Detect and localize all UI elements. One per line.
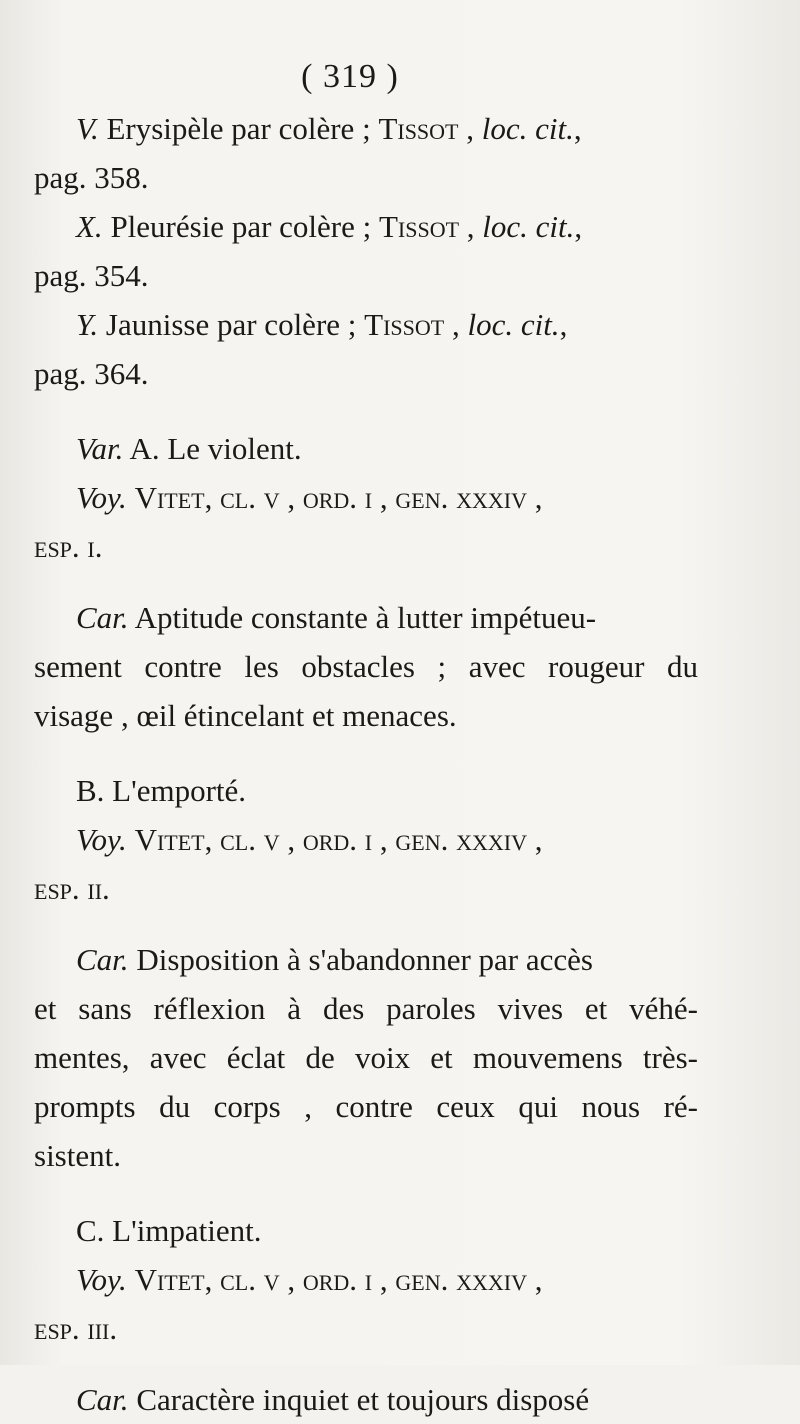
car-line: mentes, avec éclat de voix et mouvemens très- xyxy=(34,1040,698,1075)
voy-espece: esp. iii. xyxy=(34,1311,118,1346)
entry-page: pag. 358. xyxy=(34,160,149,195)
voy-reference: , cl. v , ord. i , gen. xxxiv , xyxy=(204,480,543,515)
variety-a-car-cont xyxy=(34,642,698,740)
variety-a-voy xyxy=(34,473,698,571)
car-line: Disposition à s'abandonner par accès xyxy=(136,942,593,977)
entry-author: Tissot xyxy=(378,209,460,244)
entry-letter: V. xyxy=(76,111,99,146)
voy-espece: esp. ii. xyxy=(34,871,110,906)
voy-label: Voy. xyxy=(76,480,127,515)
entry-author: Tissot xyxy=(378,111,459,146)
variety-b-car-cont xyxy=(34,984,698,1180)
car-line: prompts du corps , contre ceux qui nous ré- xyxy=(34,1089,698,1124)
car-label: Car. xyxy=(76,1382,129,1417)
entry-x: X. Pleurésie par colère ; Tissot , loc. cit., pag. 354. xyxy=(34,209,583,293)
car-line: sement contre les obstacles ; avec rougeur du xyxy=(34,649,698,684)
entry-page: pag. 364. xyxy=(34,356,149,391)
variety-title: C. L'impatient. xyxy=(76,1213,262,1248)
page-text xyxy=(34,104,698,1424)
voy-label: Voy. xyxy=(76,822,127,857)
entry-text: Erysipèle par colère ; xyxy=(106,111,371,146)
voy-espece: esp. i. xyxy=(34,529,103,564)
page-number: ( 319 ) xyxy=(301,58,399,95)
variety-b-car xyxy=(34,935,698,984)
entry-reference: loc. cit. xyxy=(482,209,575,244)
car-line: et sans réflexion à des paroles vives et véhé- xyxy=(34,991,698,1026)
voy-author: Vitet xyxy=(134,1262,205,1297)
car-line: visage , œil étincelant et menaces. xyxy=(34,698,457,733)
variety-a-heading xyxy=(34,424,698,473)
entry-letter: Y. xyxy=(76,307,99,342)
car-line: Aptitude constante à lutter impétueu- xyxy=(134,600,597,635)
entry-author: Tissot xyxy=(364,307,445,342)
entry-text: Jaunisse par colère ; xyxy=(105,307,357,342)
entry-reference: loc. cit. xyxy=(481,111,574,146)
variety-title: B. L'emporté. xyxy=(76,773,247,808)
variety-b-heading xyxy=(34,766,698,815)
variety-title: A. Le violent. xyxy=(129,431,302,466)
car-line: sistent. xyxy=(34,1138,121,1173)
car-line: Caractère inquiet et toujours disposé xyxy=(136,1382,590,1417)
entry-reference: loc. cit. xyxy=(467,307,560,342)
entry-text: Pleurésie par colère ; xyxy=(110,209,372,244)
entry-v: V. Erysipèle par colère ; Tissot , loc. cit., pag. 358. xyxy=(34,111,582,195)
voy-author: Vitet xyxy=(134,480,205,515)
car-label: Car. xyxy=(76,942,129,977)
voy-reference: , cl. v , ord. i , gen. xxxiv , xyxy=(204,1262,543,1297)
variety-a-car xyxy=(34,593,698,642)
variety-c-voy xyxy=(34,1255,698,1353)
voy-author: Vitet xyxy=(134,822,205,857)
variety-b-voy xyxy=(34,815,698,913)
entry-page: pag. 354. xyxy=(34,258,149,293)
variety-c-heading xyxy=(34,1206,698,1255)
variety-label: Var. xyxy=(76,431,124,466)
voy-label: Voy. xyxy=(76,1262,127,1297)
variety-c-car xyxy=(34,1375,698,1424)
entry-letter: X. xyxy=(76,209,103,244)
voy-reference: , cl. v , ord. i , gen. xxxiv , xyxy=(204,822,543,857)
entry-y: Y. Jaunisse par colère ; Tissot , loc. cit., pag. 364. xyxy=(34,307,568,391)
car-label: Car. xyxy=(76,600,129,635)
